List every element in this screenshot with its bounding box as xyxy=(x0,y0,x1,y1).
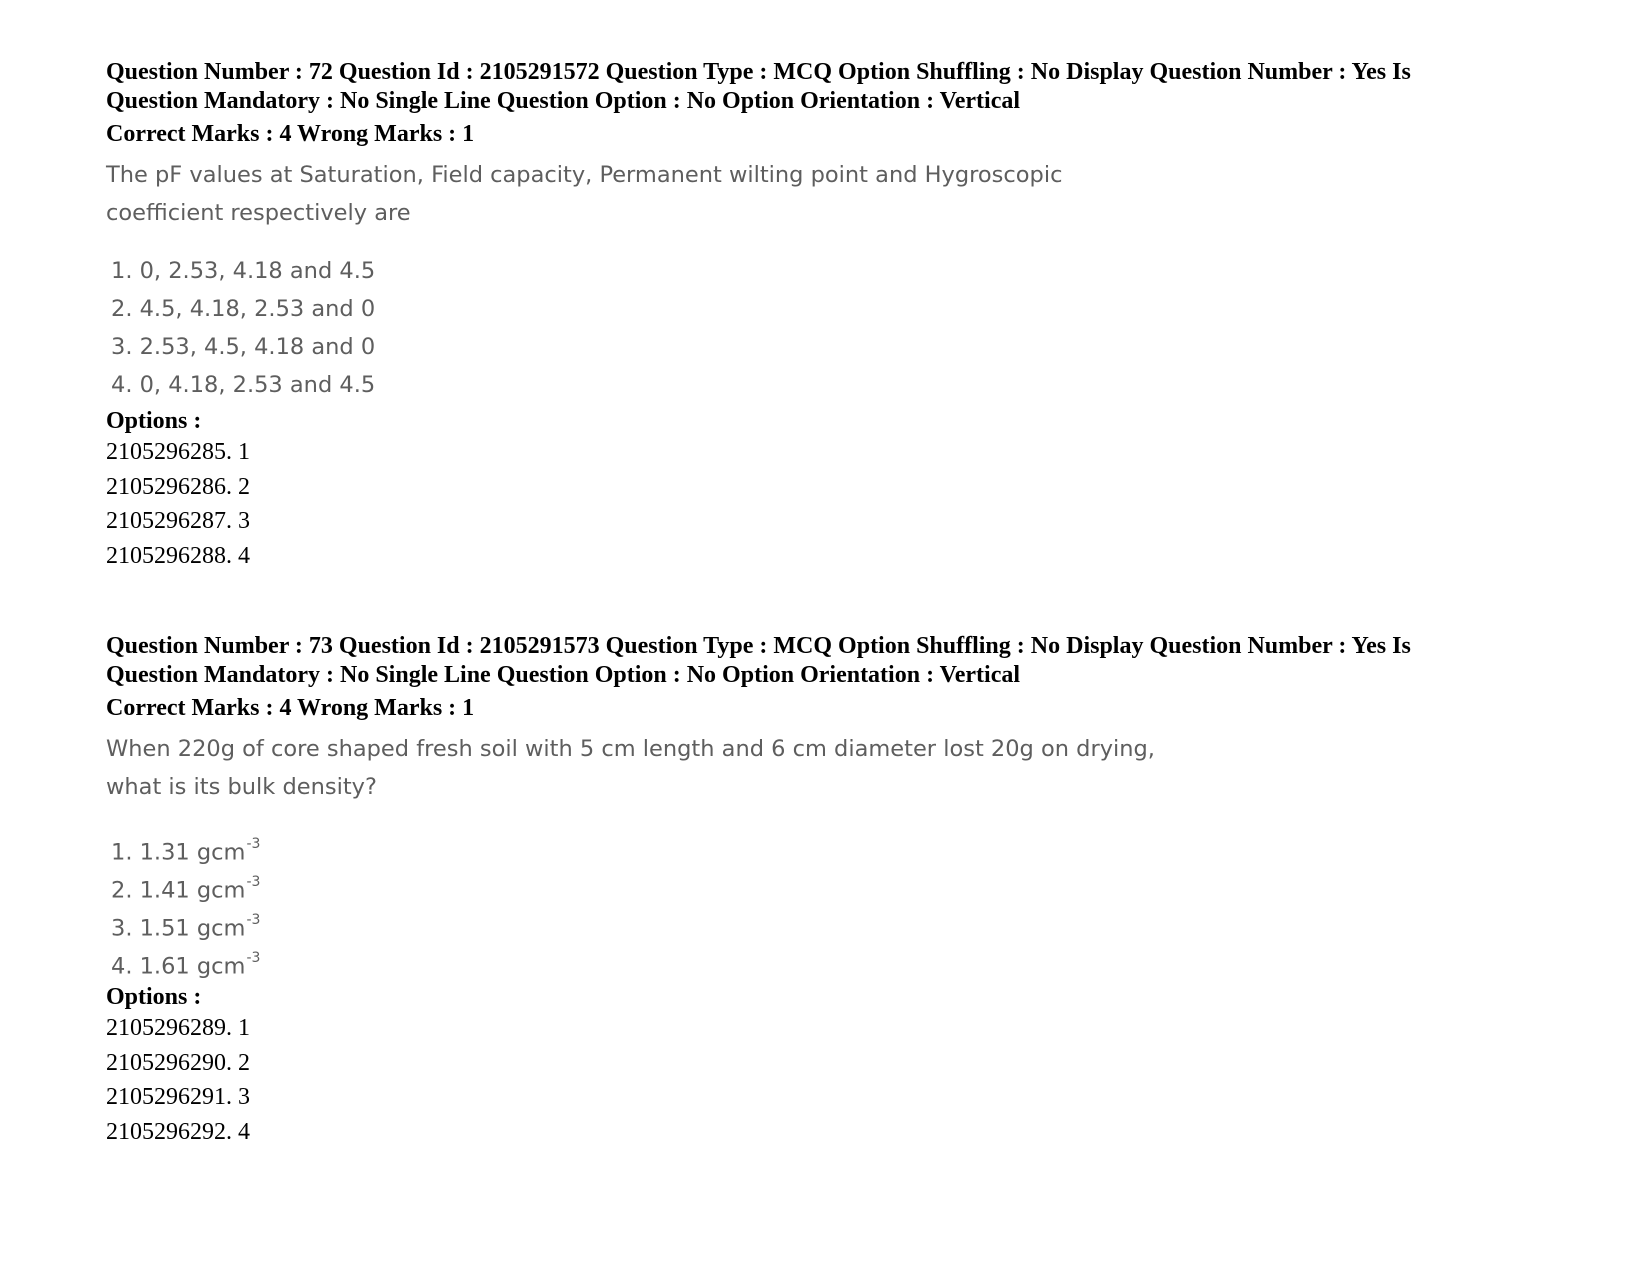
exponent: -3 xyxy=(246,912,261,928)
question-block-72 xyxy=(106,58,1546,573)
answer-choice xyxy=(106,904,1546,942)
marks-line: Correct Marks : 4 Wrong Marks : 1 xyxy=(106,121,475,147)
question-block-73 xyxy=(106,632,1546,1149)
option-id-row: 2105296290. 2 xyxy=(106,1049,250,1076)
answer-choice-label: 1. 0, 2.53, 4.18 and 4.5 xyxy=(111,258,376,284)
question-text xyxy=(106,730,1186,806)
answer-choice-label: 4. 1.61 gcm xyxy=(111,953,246,980)
answer-choice-label: 2. 1.41 gcm xyxy=(111,877,246,904)
answer-choice xyxy=(106,252,1546,290)
question-metadata xyxy=(106,632,1546,689)
exponent: -3 xyxy=(246,836,261,852)
answer-choice-label: 2. 4.5, 4.18, 2.53 and 0 xyxy=(111,296,376,322)
exponent: -3 xyxy=(246,950,261,966)
question-text-line: When 220g of core shaped fresh soil with 5 cm length and 6 cm diameter lost 20g on drying, xyxy=(106,736,1155,762)
option-id-row: 2105296287. 3 xyxy=(106,508,250,534)
question-metadata-line: Question Mandatory : No Single Line Question Option : No Option Orientation : Vertical xyxy=(106,87,1021,114)
answer-choices xyxy=(106,252,1546,404)
answer-choice-label: 3. 2.53, 4.5, 4.18 and 0 xyxy=(111,334,376,360)
answer-choice xyxy=(106,942,1546,980)
question-metadata-line: Question Mandatory : No Single Line Question Option : No Option Orientation : Vertical xyxy=(106,661,1021,688)
question-text-line: The pF values at Saturation, Field capacity, Permanent wilting point and Hygroscopic xyxy=(106,162,1063,188)
option-id-row: 2105296289. 1 xyxy=(106,1015,250,1041)
question-text xyxy=(106,156,1186,232)
question-metadata-line: Question Number : 72 Question Id : 2105291572 Question Type : MCQ Option Shuffling : No Display Question Number : Yes Is xyxy=(106,59,1411,85)
answer-choice xyxy=(106,366,1546,404)
answer-choice xyxy=(106,866,1546,904)
option-id-row: 2105296288. 4 xyxy=(106,542,250,569)
option-id-row: 2105296291. 3 xyxy=(106,1084,250,1110)
answer-choice xyxy=(106,290,1546,328)
answer-choice-label: 4. 0, 4.18, 2.53 and 4.5 xyxy=(111,372,376,398)
exponent: -3 xyxy=(246,874,261,890)
marks-line: Correct Marks : 4 Wrong Marks : 1 xyxy=(106,695,475,721)
option-id-row: 2105296292. 4 xyxy=(106,1118,250,1145)
option-id-list xyxy=(106,435,1546,573)
answer-choice-label: 3. 1.51 gcm xyxy=(111,915,246,942)
options-heading: Options : xyxy=(106,408,202,434)
question-text-line: coefficient respectively are xyxy=(106,200,411,226)
options-heading: Options : xyxy=(106,984,202,1010)
option-id-row: 2105296286. 2 xyxy=(106,473,250,500)
answer-choice xyxy=(106,328,1546,366)
option-id-list xyxy=(106,1011,1546,1149)
answer-choices xyxy=(106,828,1546,980)
question-metadata-line: Question Number : 73 Question Id : 2105291573 Question Type : MCQ Option Shuffling : No Display Question Number : Yes Is xyxy=(106,633,1411,659)
question-text-line: what is its bulk density? xyxy=(106,774,377,800)
answer-choice xyxy=(106,828,1546,866)
question-metadata xyxy=(106,58,1546,115)
option-id-row: 2105296285. 1 xyxy=(106,439,250,465)
answer-choice-label: 1. 1.31 gcm xyxy=(111,839,246,866)
